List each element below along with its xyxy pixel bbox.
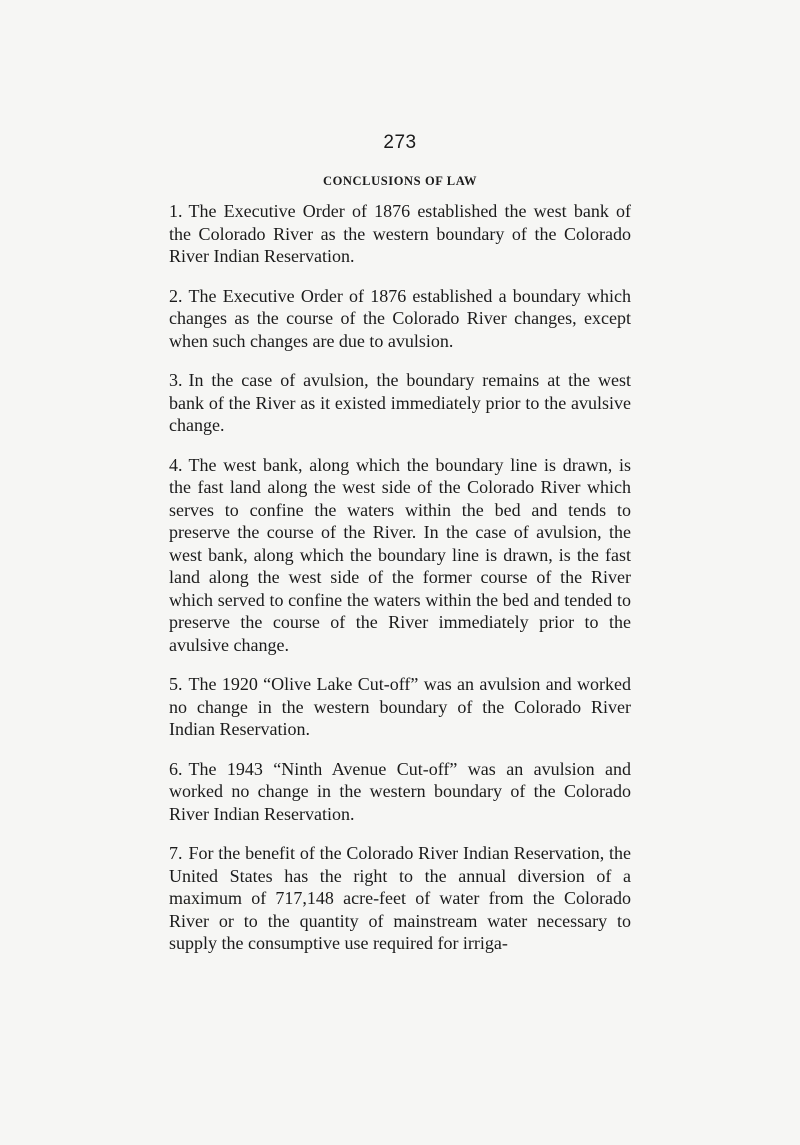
conclusion-item (169, 842, 631, 955)
conclusion-text: The 1920 “Olive Lake Cut-off” was an avulsion and worked no change in the western boundary of the Colorado River Indian Reservation. (169, 674, 631, 739)
conclusion-number: 5. (169, 674, 183, 694)
conclusion-item (169, 200, 631, 268)
conclusion-number: 6. (169, 758, 183, 779)
conclusion-item (169, 673, 631, 741)
page-number: 273 (383, 132, 417, 153)
section-heading: CONCLUSIONS OF LAW (322, 174, 478, 188)
conclusion-item (169, 454, 631, 657)
conclusion-text: The 1943 “Ninth Avenue Cut-off” was an avulsion and worked no change in the western boundary of the Colorado River Indian Reservation. (169, 758, 631, 824)
conclusion-item (169, 285, 631, 353)
conclusion-text: The west bank, along which the boundary line is drawn, is the fast land along the west side of the Colorado River which serves to confine the waters within the bed and tends to preserve the course of the River. In the case of avulsion, the west bank, along which the boundary line is drawn, is the fast land along the west side of the former course of the River which served to confine the waters within the bed and tended to preserve the course of the River immediately prior to the avulsive change. (169, 454, 631, 655)
conclusion-text: The Executive Order of 1876 established a boundary which changes as the course of the Colorado River changes, except when such changes are due to avulsion. (169, 285, 631, 351)
conclusion-number: 4. (169, 454, 183, 475)
conclusion-item (169, 758, 631, 826)
conclusion-text: In the case of avulsion, the boundary remains at the west bank of the River as it existed immediately prior to the avulsive change. (169, 370, 631, 435)
conclusion-number: 3. (169, 370, 183, 390)
conclusion-item (169, 369, 631, 437)
conclusion-number: 1. (169, 201, 183, 221)
conclusion-number: 2. (169, 285, 183, 306)
conclusions-list (169, 200, 631, 972)
conclusion-number: 7. (169, 843, 183, 863)
conclusion-text: For the benefit of the Colorado River Indian Reservation, the United States has the right to the annual diversion of a maximum of 717,148 acre-feet of water from the Colorado River or to the quantity of mainstream water necessary to supply the consumptive use required for irriga- (169, 843, 631, 953)
conclusion-text: The Executive Order of 1876 established the west bank of the Colorado River as the western boundary of the Colorado River Indian Reservation. (169, 201, 631, 266)
